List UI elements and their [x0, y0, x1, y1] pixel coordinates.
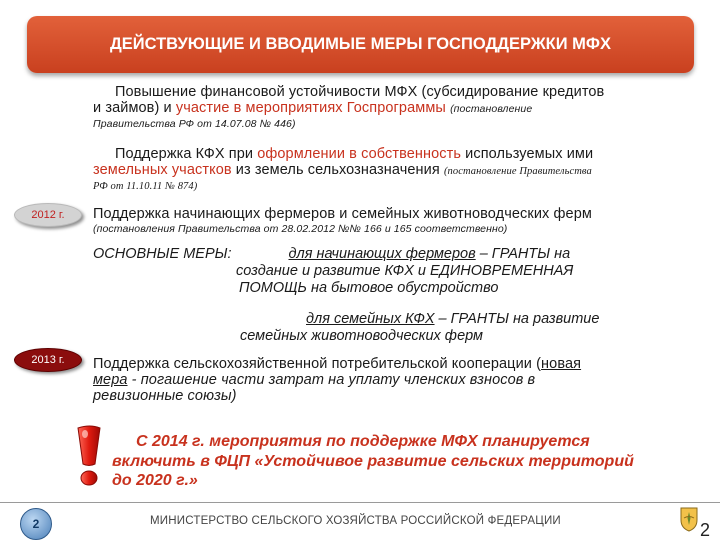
- slide-title-banner: [27, 16, 694, 73]
- item1-note-b: Правительства РФ от 14.07.08 № 446): [93, 118, 296, 130]
- item1-highlight: участие в мероприятиях Госпрограммы: [175, 100, 446, 116]
- conclusion-text: [112, 432, 692, 491]
- measures-line2: создание и развитие КФХ и ЕДИНОВРЕМЕННАЯ: [236, 263, 574, 279]
- measures-line4: для семейных КФХ – ГРАНТЫ на развитие: [306, 311, 600, 327]
- year-badge-2013: 2013 г.: [14, 348, 82, 372]
- ministry-name: МИНИСТЕРСТВО СЕЛЬСКОГО ХОЗЯЙСТВА РОССИЙСКОЙ ФЕДЕРАЦИИ: [150, 515, 561, 527]
- page-number: 2: [700, 520, 711, 540]
- item2-note-b: РФ от 11.10.11 № 874): [93, 181, 198, 192]
- measures-line3: ПОМОЩЬ на бытовое обустройство: [239, 280, 499, 296]
- slide-title: ДЕЙСТВУЮЩИЕ И ВВОДИМЫЕ МЕРЫ ГОСПОДДЕРЖКИ МФХ: [109, 35, 612, 53]
- exclamation-icon: [70, 424, 110, 488]
- year-badge-2012: 2012 г.: [14, 203, 82, 227]
- conclusion-line3: до 2020 г.»: [112, 472, 198, 489]
- item-financial-stability: [93, 84, 703, 131]
- ministry-emblem-icon: [678, 506, 700, 532]
- item-cooperation: [93, 356, 713, 404]
- page-number-badge: 2: [20, 508, 52, 540]
- item3-note: (постановления Правительства от 28.02.2012 №№ 166 и 165 соответственно): [93, 223, 508, 235]
- footer-divider: [0, 502, 720, 503]
- item1-note-a: (постановление: [450, 103, 533, 115]
- item2-line2: земельных участков из земель сельхозназначения (постановление Правительства: [93, 162, 592, 178]
- item1-line2: и займов) и участие в мероприятиях Госпрограммы (постановление: [93, 100, 533, 116]
- item3-main: Поддержка начинающих фермеров и семейных животноводческих ферм: [93, 206, 592, 222]
- item4-line2: мера - погашение части затрат на уплату членских взносов в: [93, 372, 536, 388]
- item4-line1: Поддержка сельскохозяйственной потребительской кооперации (новая: [93, 356, 582, 372]
- item-land-ownership: [93, 146, 703, 194]
- item1-line1: Повышение финансовой устойчивости МФХ (субсидирование кредитов: [115, 84, 605, 100]
- measures-line5: семейных животноводческих ферм: [240, 328, 483, 344]
- item4-line3: ревизионные союзы): [93, 388, 237, 404]
- measures-line1: ОСНОВНЫЕ МЕРЫ: для начинающих фермеров – ГРАНТЫ на: [93, 246, 571, 262]
- conclusion-line2: включить в ФЦП «Устойчивое развитие сельских территорий: [112, 452, 634, 470]
- conclusion-line1: С 2014 г. мероприятия по поддержке МФХ планируется: [136, 433, 590, 450]
- item2-line1: Поддержка КФХ при оформлении в собственность используемых ими: [115, 146, 594, 162]
- main-measures-block: [93, 246, 713, 345]
- item-new-farmers: [93, 206, 713, 237]
- measures-label: ОСНОВНЫЕ МЕРЫ:: [93, 246, 232, 262]
